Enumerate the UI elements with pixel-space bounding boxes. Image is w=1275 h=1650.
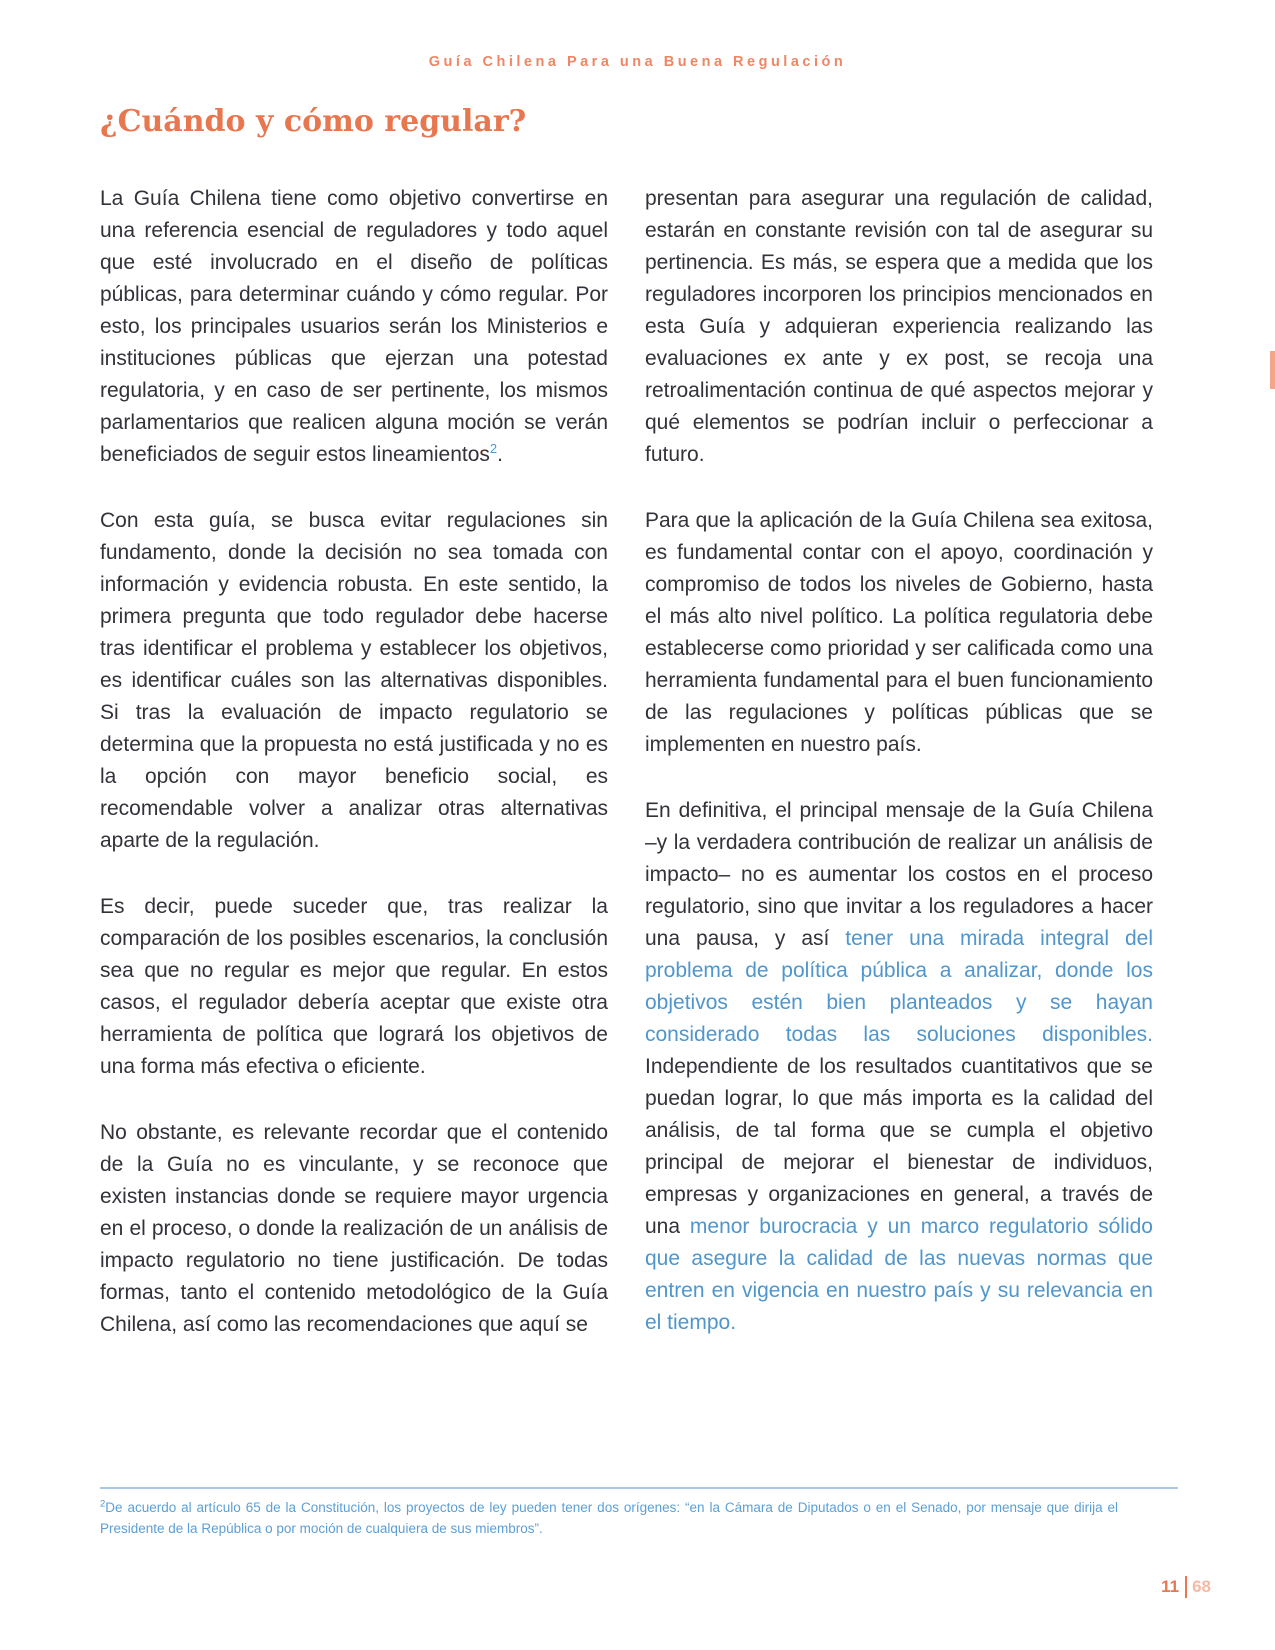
- page-number-divider: [1185, 1576, 1187, 1598]
- footnote-ref-marker: 2: [489, 441, 498, 456]
- footnote-number: 2: [100, 1498, 106, 1510]
- paragraph-4: No obstante, es relevante recordar que el contenido de la Guía no es vinculante, y se reconoce que existen instancias donde se requiere mayor urgencia en el proceso, o donde la realización de un análisis de impacto regulatorio no tiene justificación. De todas formas, tanto el contenido metodológico de la Guía Chilena, así como las recomendaciones que aquí se: [100, 1121, 608, 1336]
- footnote-text: De acuerdo al artículo 65 de la Constitución, los proyectos de ley pueden tener dos orígenes: “en la Cámara de Diputados o en el Senado, por mensaje que dirija el Presidente de la República o por moción de cualquiera de sus miembros”.: [100, 1500, 1118, 1536]
- paragraph-7-text-1: En definitiva, el principal mensaje de la Guía Chilena –y la verdadera contribución de realizar un análisis de impacto– no es aumentar los costos en el proceso regulatorio, sino que invitar a los reguladores a hacer una pausa, y así: [645, 799, 1153, 950]
- paragraph-1: [100, 183, 608, 471]
- page-edge-marker: [1270, 351, 1275, 389]
- page-number: [1161, 1575, 1211, 1599]
- running-header: Guía Chilena Para una Buena Regulación: [428, 54, 847, 70]
- paragraph-6: Para que la aplicación de la Guía Chilena sea exitosa, es fundamental contar con el apoyo, coordinación y compromiso de todos los niveles de Gobierno, hasta el más alto nivel político. La política regulatoria debe establecerse como prioridad y ser calificada como una herramienta fundamental para el buen funcionamiento de las regulaciones y políticas públicas que se implementen en nuestro país.: [645, 509, 1153, 756]
- page-title: ¿Cuándo y cómo regular?: [100, 104, 527, 139]
- paragraph-7: [645, 795, 1153, 1339]
- total-page-count: 68: [1192, 1577, 1211, 1596]
- current-page-number: 11: [1161, 1577, 1180, 1596]
- paragraph-7-emphasis-2: menor burocracia y un marco regulatorio sólido que asegure la calidad de las nuevas normas que entren en vigencia en nuestro país y su relevancia en el tiempo.: [645, 1215, 1153, 1334]
- paragraph-7-text-2: Independiente de los resultados cuantitativos que se puedan lograr, lo que más importa es la calidad del análisis, de tal forma que se cumpla el objetivo principal de mejorar el bienestar de individuos, empresas y organizaciones en general, a través de una: [645, 1055, 1153, 1238]
- footnote-divider: [100, 1487, 1178, 1489]
- paragraph-1-text: La Guía Chilena tiene como objetivo convertirse en una referencia esencial de reguladores y todo aquel que esté involucrado en el diseño de políticas públicas, para determinar cuándo y cómo regular. Por esto, los principales usuarios serán los Ministerios e instituciones públicas que ejerzan una potestad regulatoria, y en caso de ser pertinente, los mismos parlamentarios que realicen alguna moción se verán beneficiados de seguir estos lineamientos: [100, 187, 608, 466]
- two-column-body: [100, 183, 1153, 1375]
- paragraph-2: Con esta guía, se busca evitar regulaciones sin fundamento, donde la decisión no sea tomada con información y evidencia robusta. En este sentido, la primera pregunta que todo regulador debe hacerse tras identificar el problema y establecer los objetivos, es identificar cuáles son las alternativas disponibles. Si tras la evaluación de impacto regulatorio se determina que la propuesta no está justificada y no es la opción con mayor beneficio social, es recomendable volver a analizar otras alternativas aparte de la regulación.: [100, 509, 608, 852]
- left-column: [100, 183, 608, 1375]
- footnote: [100, 1497, 1118, 1539]
- paragraph-7-emphasis-1: tener una mirada integral del problema de política pública a analizar, donde los objetivos estén bien planteados y se hayan considerado todas las soluciones disponibles.: [645, 927, 1153, 1046]
- paragraph-3: Es decir, puede suceder que, tras realizar la comparación de los posibles escenarios, la conclusión sea que no regular es mejor que regular. En estos casos, el regulador debería aceptar que existe otra herramienta de política que logrará los objetivos de una forma más efectiva o eficiente.: [100, 895, 608, 1078]
- right-column: [645, 183, 1153, 1375]
- paragraph-5: presentan para asegurar una regulación de calidad, estarán en constante revisión con tal de asegurar su pertinencia. Es más, se espera que a medida que los reguladores incorporen los principios mencionados en esta Guía y adquieran experiencia realizando las evaluaciones ex ante y ex post, se recoja una retroalimentación continua de qué aspectos mejorar y qué elementos se podrían incluir o perfeccionar a futuro.: [645, 187, 1153, 466]
- paragraph-1-period: .: [497, 443, 503, 466]
